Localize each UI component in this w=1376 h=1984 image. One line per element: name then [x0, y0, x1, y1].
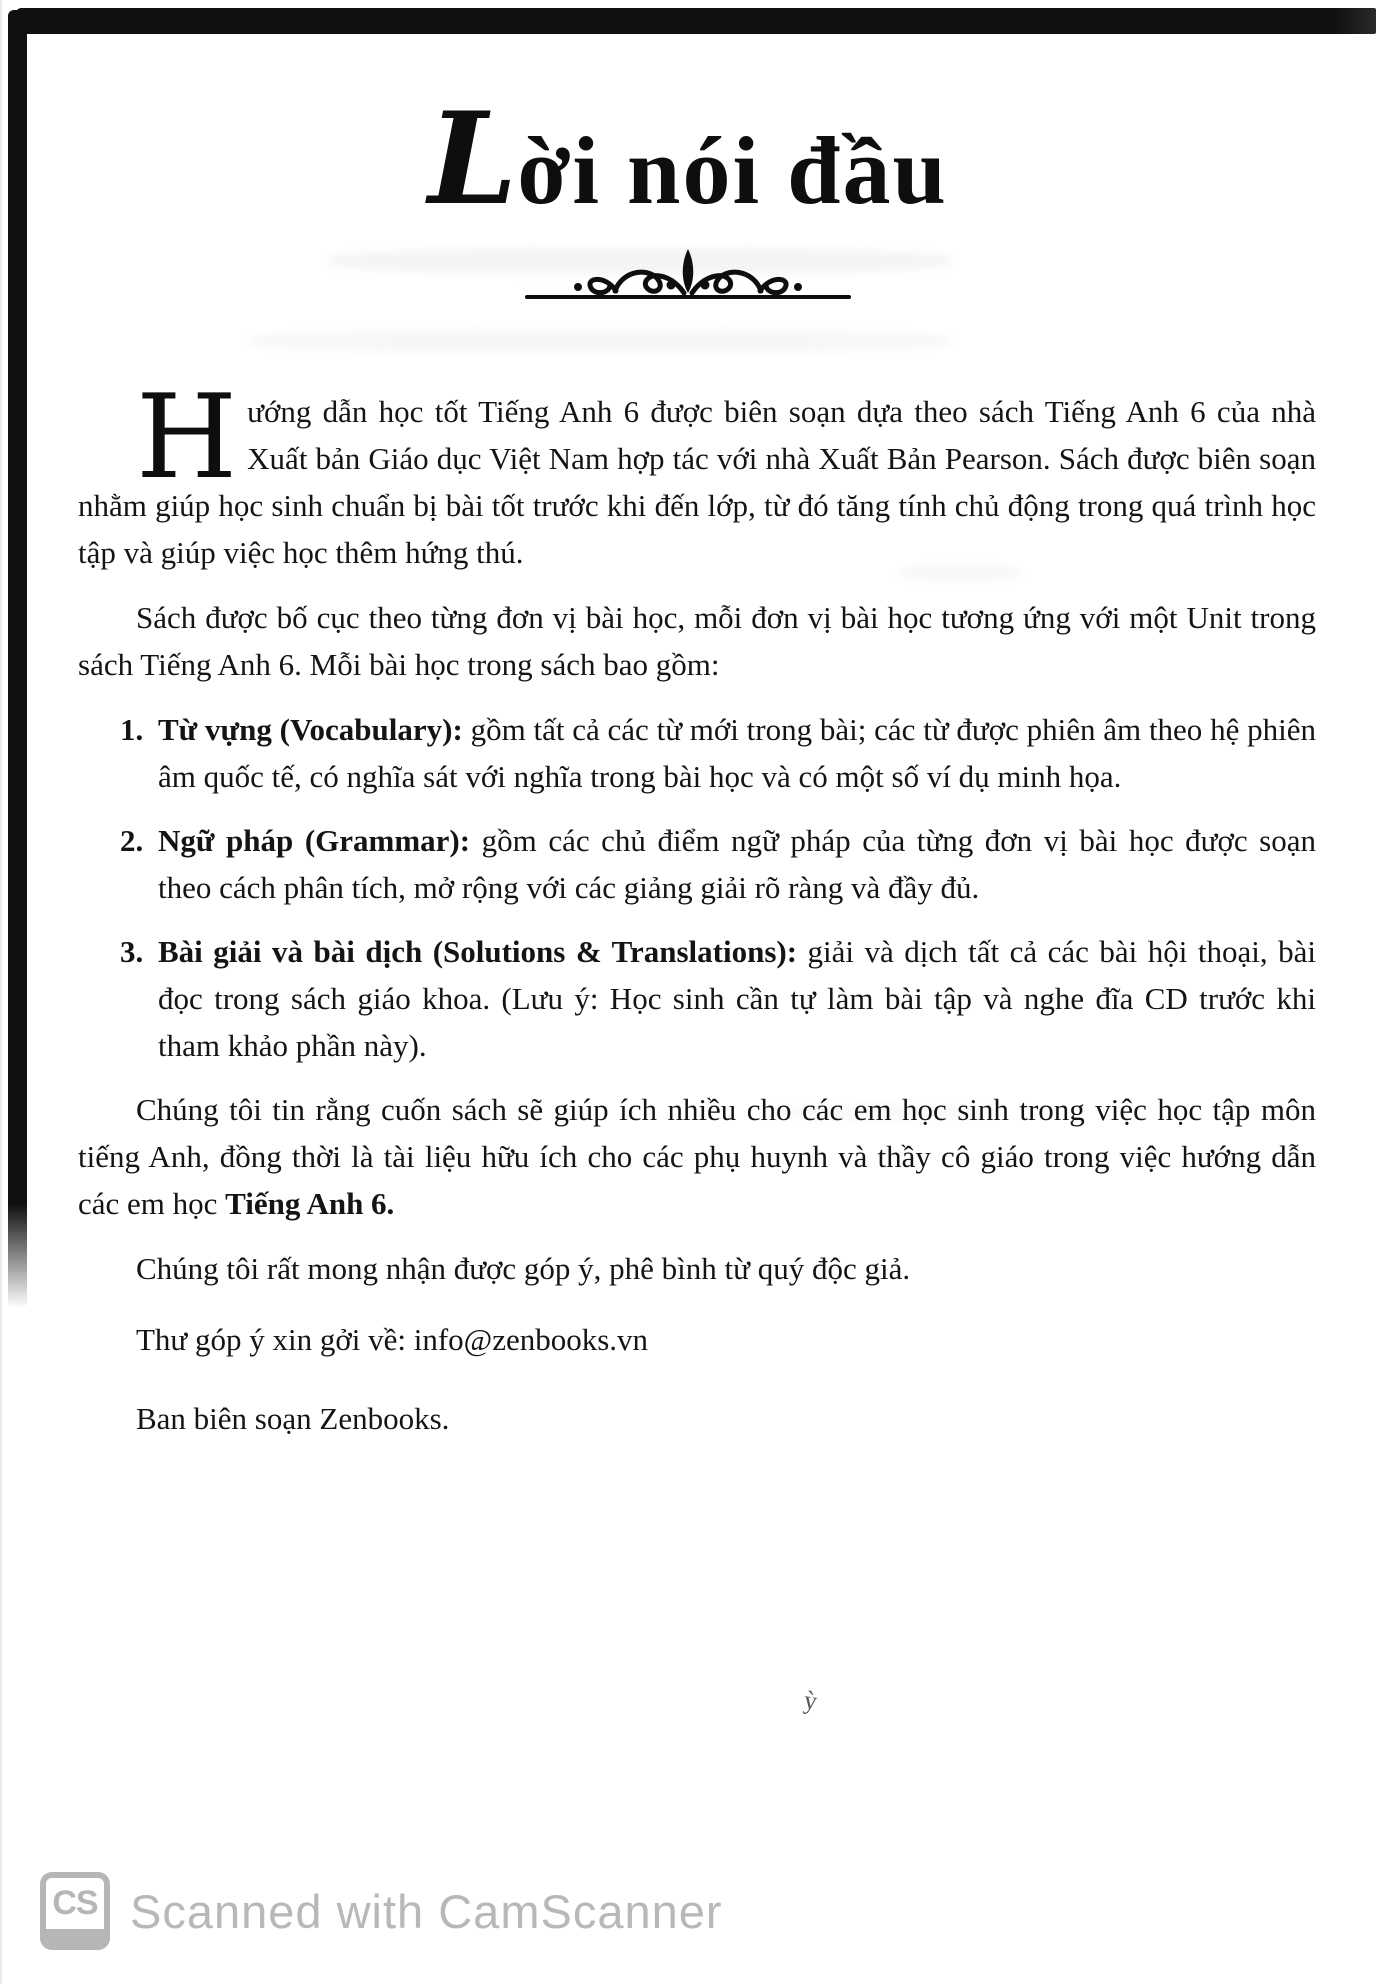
conclusion-paragraph	[78, 1086, 1316, 1227]
signature-text: Ban biên soạn Zenbooks.	[136, 1401, 450, 1436]
list-item-rest: gồm tất cả các từ mới trong bài; các từ được phiên âm theo hệ phiên âm quốc tế, có nghĩa sát với nghĩa trong bài học và có một số ví dụ minh họa.	[158, 712, 1316, 794]
signature-line	[78, 1395, 1316, 1442]
intro-paragraph-text: ướng dẫn học tốt Tiếng Anh 6 được biên soạn dựa theo sách Tiếng Anh 6 của nhà Xuất bản Giáo dục Việt Nam hợp tác với nhà Xuất Bản Pearson. Sách được biên soạn nhằm giúp học sinh chuẩn bị bài tốt trước khi đến lớp, từ đó tăng tính chủ động trong quá trình học tập và giúp việc học thêm hứng thú.	[78, 394, 1316, 570]
page-header	[0, 84, 1376, 305]
flourish-divider-icon	[523, 243, 853, 305]
camscanner-watermark-text: Scanned with CamScanner	[130, 1884, 723, 1938]
list-item-lead: Ngữ pháp (Grammar):	[158, 823, 471, 858]
contact-email-text: Thư góp ý xin gởi về: info@zenbooks.vn	[136, 1322, 649, 1357]
list-item-text	[158, 928, 1316, 1069]
camscanner-logo-icon	[40, 1872, 110, 1950]
title-rest: ời nói đầu	[517, 117, 948, 224]
intro-paragraph	[78, 370, 1316, 576]
list-item-text	[158, 706, 1316, 800]
list-item	[78, 706, 1316, 800]
list-item	[78, 928, 1316, 1069]
list-item-text	[158, 817, 1316, 911]
list-item-number: 3.	[120, 934, 144, 969]
list-item-number: 2.	[120, 823, 144, 858]
feedback-request-text: Chúng tôi rất mong nhận được góp ý, phê bình từ quý độc giả.	[136, 1251, 911, 1286]
camscanner-watermark	[40, 1872, 723, 1950]
camscanner-logo-letters: CS	[52, 1884, 98, 1922]
conclusion-text: Chúng tôi tin rằng cuốn sách sẽ giúp ích nhiều cho các em học sinh trong việc học tập môn tiếng Anh, đồng thời là tài liệu hữu ích cho các phụ huynh và thầy cô giáo trong việc hướng dẫn các em học	[78, 1092, 1316, 1221]
scan-noise	[250, 330, 950, 352]
camscanner-logo-bar	[46, 1929, 104, 1944]
title-ornament	[0, 243, 1376, 305]
list-item	[78, 817, 1316, 911]
list-item-lead: Bài giải và bài dịch (Solutions & Translations):	[158, 934, 798, 969]
structure-paragraph	[78, 594, 1316, 688]
contents-list	[78, 706, 1316, 1069]
feedback-request-line	[78, 1245, 1316, 1292]
page-body	[78, 370, 1316, 1460]
conclusion-bold-title: Tiếng Anh 6.	[225, 1186, 395, 1221]
title-script-initial: L	[428, 84, 512, 233]
dropcap-h: H	[136, 370, 238, 505]
contact-email-line	[78, 1316, 1316, 1363]
page-title	[0, 84, 1376, 233]
structure-paragraph-text: Sách được bố cục theo từng đơn vị bài học, mỗi đơn vị bài học tương ứng với một Unit trong sách Tiếng Anh 6. Mỗi bài học trong sách bao gồm:	[78, 600, 1316, 682]
list-item-lead: Từ vựng (Vocabulary):	[158, 712, 463, 747]
scan-edge-top	[16, 8, 1376, 34]
scan-artifact-mark: ỳ	[802, 1685, 820, 1716]
list-item-rest: giải và dịch tất cả các bài hội thoại, bài đọc trong sách giáo khoa. (Lưu ý: Học sinh cần tự làm bài tập và nghe đĩa CD trước khi tham khảo phần này).	[158, 934, 1316, 1063]
list-item-rest: gồm các chủ điểm ngữ pháp của từng đơn vị bài học được soạn theo cách phân tích, mở rộng với các giảng giải rõ ràng và đầy đủ.	[158, 823, 1316, 905]
list-item-number: 1.	[120, 712, 144, 747]
